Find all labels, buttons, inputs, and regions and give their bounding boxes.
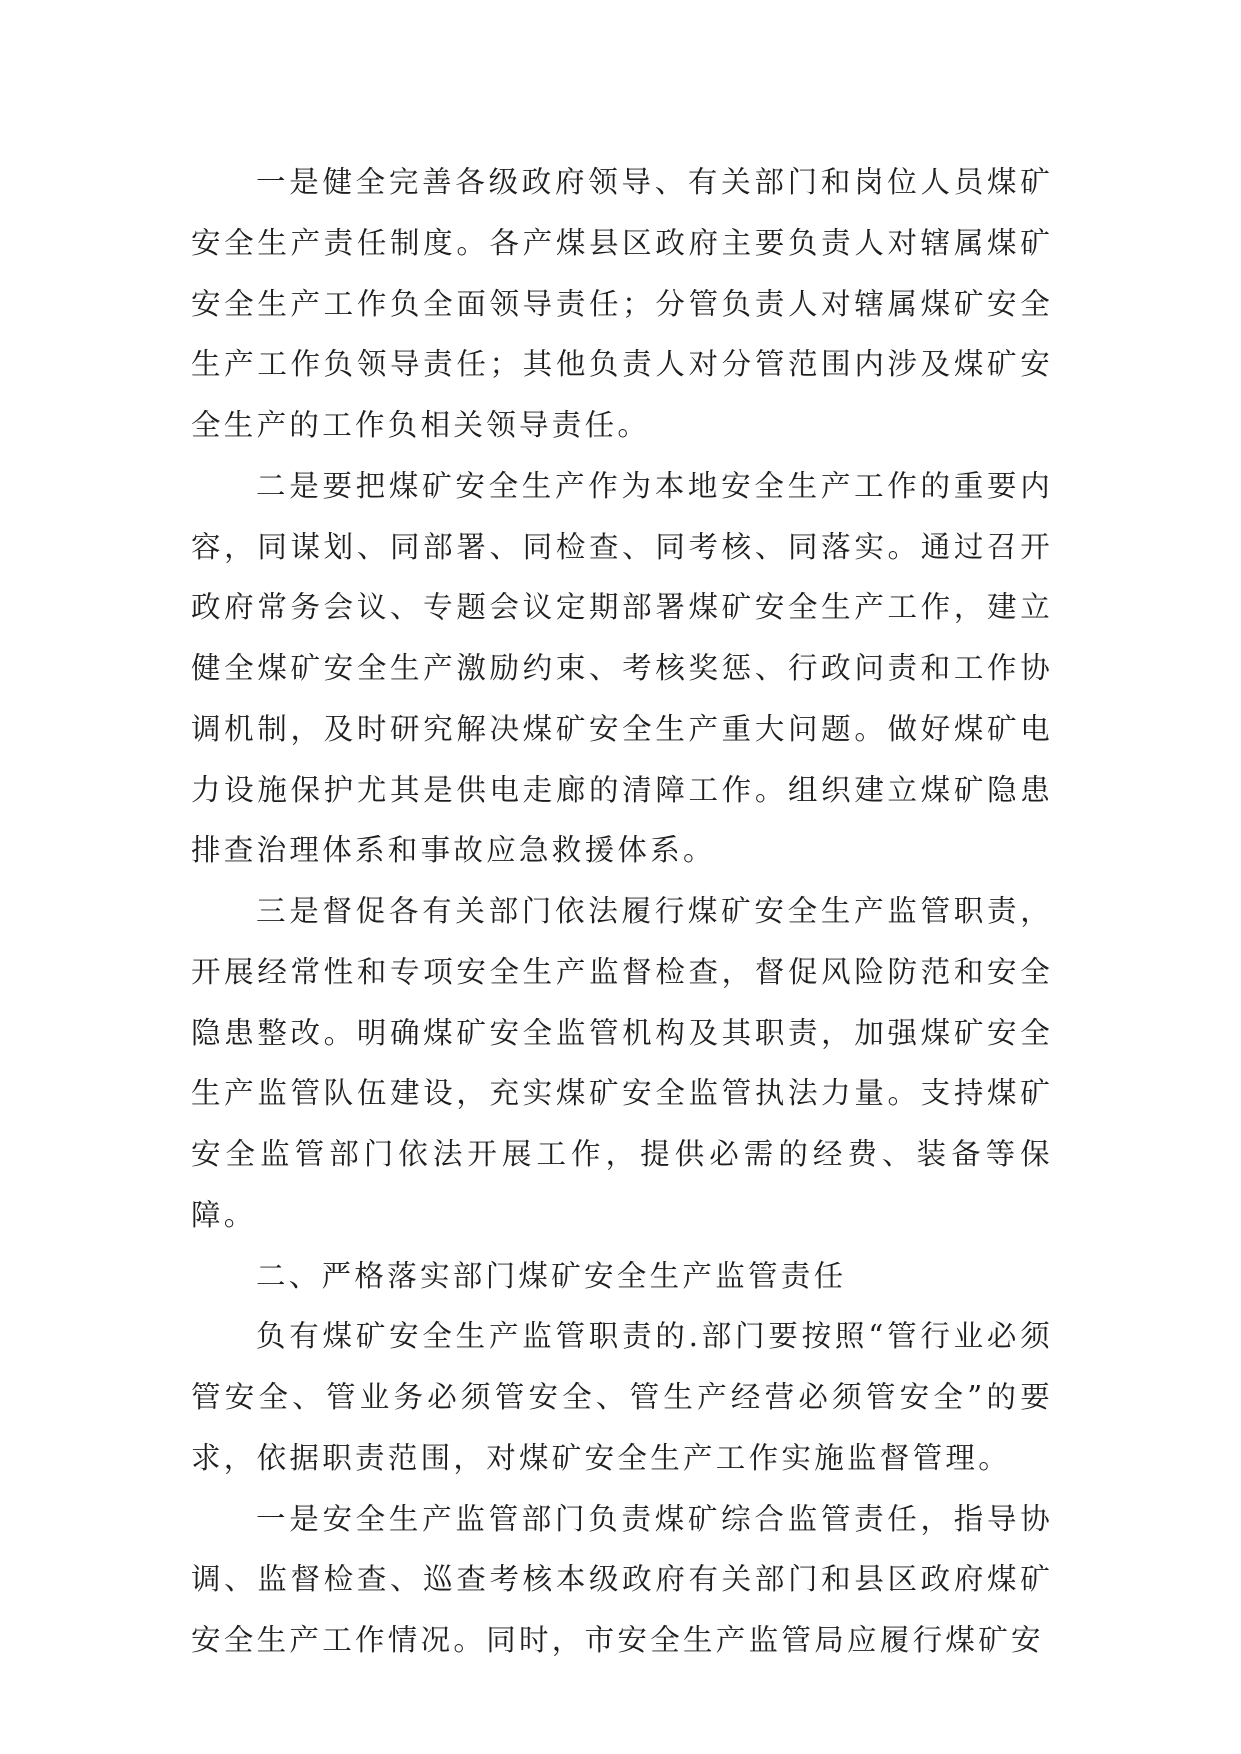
document-body bbox=[191, 152, 1053, 1671]
paragraph-2: 二是要把煤矿安全生产作为本地安全生产工作的重要内容，同谋划、同部署、同检查、同考核、同落实。通过召开政府常务会议、专题会议定期部署煤矿安全生产工作，建立健全煤矿安全生产激励约束、考核奖惩、行政问责和工作协调机制，及时研究解决煤矿安全生产重大问题。做好煤矿电力设施保护尤其是供电走廊的清障工作。组织建立煤矿隐患排查治理体系和事故应急救援体系。 bbox=[191, 468, 1053, 868]
paragraph-1: 一是健全完善各级政府领导、有关部门和岗位人员煤矿安全生产责任制度。各产煤县区政府主要负责人对辖属煤矿安全生产工作负全面领导责任；分管负责人对辖属煤矿安全生产工作负领导责任；其他负责人对分管范围内涉及煤矿安全生产的工作负相关领导责任。 bbox=[191, 165, 1053, 442]
paragraph-3: 三是督促各有关部门依法履行煤矿安全生产监管职责，开展经常性和专项安全生产监督检查，督促风险防范和安全隐患整改。明确煤矿安全监管机构及其职责，加强煤矿安全生产监管队伍建设，充实煤矿安全监管执法力量。支持煤矿安全监管部门依法开展工作，提供必需的经费、装备等保障。 bbox=[191, 894, 1053, 1232]
paragraph-5: 一是安全生产监管部门负责煤矿综合监管责任，指导协调、监督检查、巡查考核本级政府有关部门和县区政府煤矿安全生产工作情况。同时，市安全生产监管局应履行煤矿安 bbox=[191, 1501, 1053, 1657]
paragraph-4: 负有煤矿安全生产监管职责的.部门要按照“管行业必须管安全、管业务必须管安全、管生产经营必须管安全”的要求，依据职责范围，对煤矿安全生产工作实施监督管理。 bbox=[191, 1319, 1053, 1475]
section-heading: 二、严格落实部门煤矿安全生产监管责任 bbox=[256, 1258, 847, 1293]
